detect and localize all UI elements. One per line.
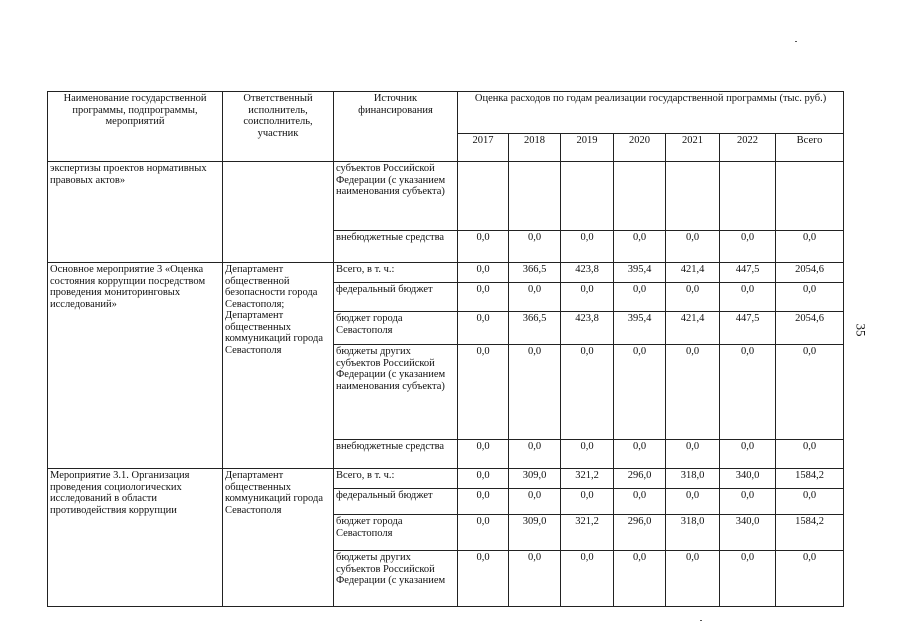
header-program-name: Наименование государственной программы, подпрограммы, мероприятий bbox=[48, 92, 223, 162]
program-name-cell: экспертизы проектов нормативных правовых актов» bbox=[48, 162, 223, 263]
value-cell: 0,0 bbox=[509, 489, 561, 515]
value-cell: 0,0 bbox=[666, 231, 720, 263]
funding-source-cell: внебюджетные средства bbox=[334, 231, 458, 263]
value-cell-total: 0,0 bbox=[776, 283, 844, 312]
value-cell: 321,2 bbox=[561, 469, 614, 489]
header-year: 2020 bbox=[614, 134, 666, 162]
value-cell: 423,8 bbox=[561, 312, 614, 345]
value-cell: 296,0 bbox=[614, 469, 666, 489]
value-cell: 447,5 bbox=[720, 312, 776, 345]
value-cell: 318,0 bbox=[666, 515, 720, 551]
value-cell: 0,0 bbox=[561, 551, 614, 607]
value-cell-total: 0,0 bbox=[776, 345, 844, 440]
value-cell: 395,4 bbox=[614, 263, 666, 283]
value-cell: 0,0 bbox=[458, 263, 509, 283]
value-cell: 366,5 bbox=[509, 312, 561, 345]
value-cell: 321,2 bbox=[561, 515, 614, 551]
value-cell: 0,0 bbox=[614, 440, 666, 469]
value-cell: 395,4 bbox=[614, 312, 666, 345]
header-year: 2019 bbox=[561, 134, 614, 162]
value-cell: 0,0 bbox=[458, 345, 509, 440]
responsible-cell bbox=[223, 162, 334, 263]
value-cell: 0,0 bbox=[614, 345, 666, 440]
value-cell: 0,0 bbox=[614, 489, 666, 515]
value-cell-total: 0,0 bbox=[776, 489, 844, 515]
value-cell: 0,0 bbox=[720, 551, 776, 607]
funding-source-cell: внебюджетные средства bbox=[334, 440, 458, 469]
value-cell: 0,0 bbox=[666, 283, 720, 312]
funding-source-cell: бюджеты других субъектов Российской Федерации (с указанием наименования субъекта) bbox=[334, 345, 458, 440]
funding-source-cell: бюджет города Севастополя bbox=[334, 515, 458, 551]
value-cell: 0,0 bbox=[561, 345, 614, 440]
header-year: 2018 bbox=[509, 134, 561, 162]
value-cell: 318,0 bbox=[666, 469, 720, 489]
header-year-total: Всего bbox=[776, 134, 844, 162]
header-responsible: Ответственный исполнитель, соисполнитель, участник bbox=[223, 92, 334, 162]
header-year: 2021 bbox=[666, 134, 720, 162]
value-cell-total: 2054,6 bbox=[776, 263, 844, 283]
value-cell bbox=[720, 162, 776, 231]
value-cell: 366,5 bbox=[509, 263, 561, 283]
program-name-cell: Мероприятие 3.1. Организация проведения социологических исследований в области противодействия коррупции bbox=[48, 469, 223, 607]
funding-source-cell: федеральный бюджет bbox=[334, 283, 458, 312]
table-body bbox=[48, 162, 844, 607]
responsible-cell: Департамент общественных коммуникаций города Севастополя bbox=[223, 469, 334, 607]
value-cell: 0,0 bbox=[509, 231, 561, 263]
funding-source-cell: Всего, в т. ч.: bbox=[334, 263, 458, 283]
value-cell: 0,0 bbox=[509, 345, 561, 440]
table-row bbox=[48, 469, 844, 489]
value-cell: 340,0 bbox=[720, 515, 776, 551]
header-year: 2017 bbox=[458, 134, 509, 162]
value-cell: 0,0 bbox=[509, 283, 561, 312]
value-cell: 0,0 bbox=[666, 489, 720, 515]
funding-source-cell: федеральный бюджет bbox=[334, 489, 458, 515]
value-cell-total: 2054,6 bbox=[776, 312, 844, 345]
value-cell: 0,0 bbox=[720, 231, 776, 263]
value-cell: 0,0 bbox=[458, 440, 509, 469]
scan-speck bbox=[700, 620, 702, 621]
value-cell: 0,0 bbox=[720, 345, 776, 440]
value-cell: 421,4 bbox=[666, 263, 720, 283]
value-cell: 0,0 bbox=[666, 345, 720, 440]
value-cell: 0,0 bbox=[614, 283, 666, 312]
value-cell: 309,0 bbox=[509, 515, 561, 551]
table-header bbox=[48, 92, 844, 162]
value-cell: 0,0 bbox=[458, 489, 509, 515]
value-cell: 0,0 bbox=[561, 283, 614, 312]
value-cell: 0,0 bbox=[614, 551, 666, 607]
value-cell: 447,5 bbox=[720, 263, 776, 283]
header-expense-estimate: Оценка расходов по годам реализации государственной программы (тыс. руб.) bbox=[458, 92, 844, 134]
value-cell: 0,0 bbox=[666, 440, 720, 469]
value-cell-total: 0,0 bbox=[776, 231, 844, 263]
table-row bbox=[48, 263, 844, 283]
value-cell: 0,0 bbox=[720, 283, 776, 312]
value-cell: 309,0 bbox=[509, 469, 561, 489]
value-cell: 296,0 bbox=[614, 515, 666, 551]
budget-table bbox=[47, 91, 844, 607]
value-cell-total: 1584,2 bbox=[776, 469, 844, 489]
header-funding-source: Источник финансирования bbox=[334, 92, 458, 162]
scan-speck bbox=[795, 41, 797, 42]
value-cell: 0,0 bbox=[458, 312, 509, 345]
value-cell bbox=[458, 162, 509, 231]
header-year: 2022 bbox=[720, 134, 776, 162]
value-cell: 0,0 bbox=[458, 283, 509, 312]
value-cell: 340,0 bbox=[720, 469, 776, 489]
value-cell: 423,8 bbox=[561, 263, 614, 283]
value-cell: 0,0 bbox=[458, 469, 509, 489]
value-cell-total: 0,0 bbox=[776, 440, 844, 469]
value-cell-total: 0,0 bbox=[776, 551, 844, 607]
table-row bbox=[48, 162, 844, 231]
value-cell: 0,0 bbox=[561, 489, 614, 515]
value-cell bbox=[509, 162, 561, 231]
value-cell: 421,4 bbox=[666, 312, 720, 345]
funding-source-cell: субъектов Российской Федерации (с указанием наименования субъекта) bbox=[334, 162, 458, 231]
value-cell: 0,0 bbox=[561, 440, 614, 469]
value-cell: 0,0 bbox=[614, 231, 666, 263]
value-cell: 0,0 bbox=[509, 440, 561, 469]
value-cell bbox=[666, 162, 720, 231]
value-cell bbox=[561, 162, 614, 231]
page-number: 35 bbox=[853, 323, 869, 337]
value-cell: 0,0 bbox=[720, 440, 776, 469]
value-cell: 0,0 bbox=[666, 551, 720, 607]
value-cell: 0,0 bbox=[720, 489, 776, 515]
value-cell: 0,0 bbox=[509, 551, 561, 607]
funding-source-cell: бюджет города Севастополя bbox=[334, 312, 458, 345]
value-cell: 0,0 bbox=[458, 515, 509, 551]
value-cell-total: 1584,2 bbox=[776, 515, 844, 551]
value-cell bbox=[614, 162, 666, 231]
value-cell: 0,0 bbox=[561, 231, 614, 263]
value-cell: 0,0 bbox=[458, 231, 509, 263]
value-cell-total bbox=[776, 162, 844, 231]
value-cell: 0,0 bbox=[458, 551, 509, 607]
funding-source-cell: бюджеты других субъектов Российской Федерации (с указанием bbox=[334, 551, 458, 607]
responsible-cell: Департамент общественной безопасности города Севастополя; Департамент общественных коммуникаций города Севастополя bbox=[223, 263, 334, 469]
funding-source-cell: Всего, в т. ч.: bbox=[334, 469, 458, 489]
program-name-cell: Основное мероприятие 3 «Оценка состояния коррупции посредством проведения мониторинговых исследований» bbox=[48, 263, 223, 469]
